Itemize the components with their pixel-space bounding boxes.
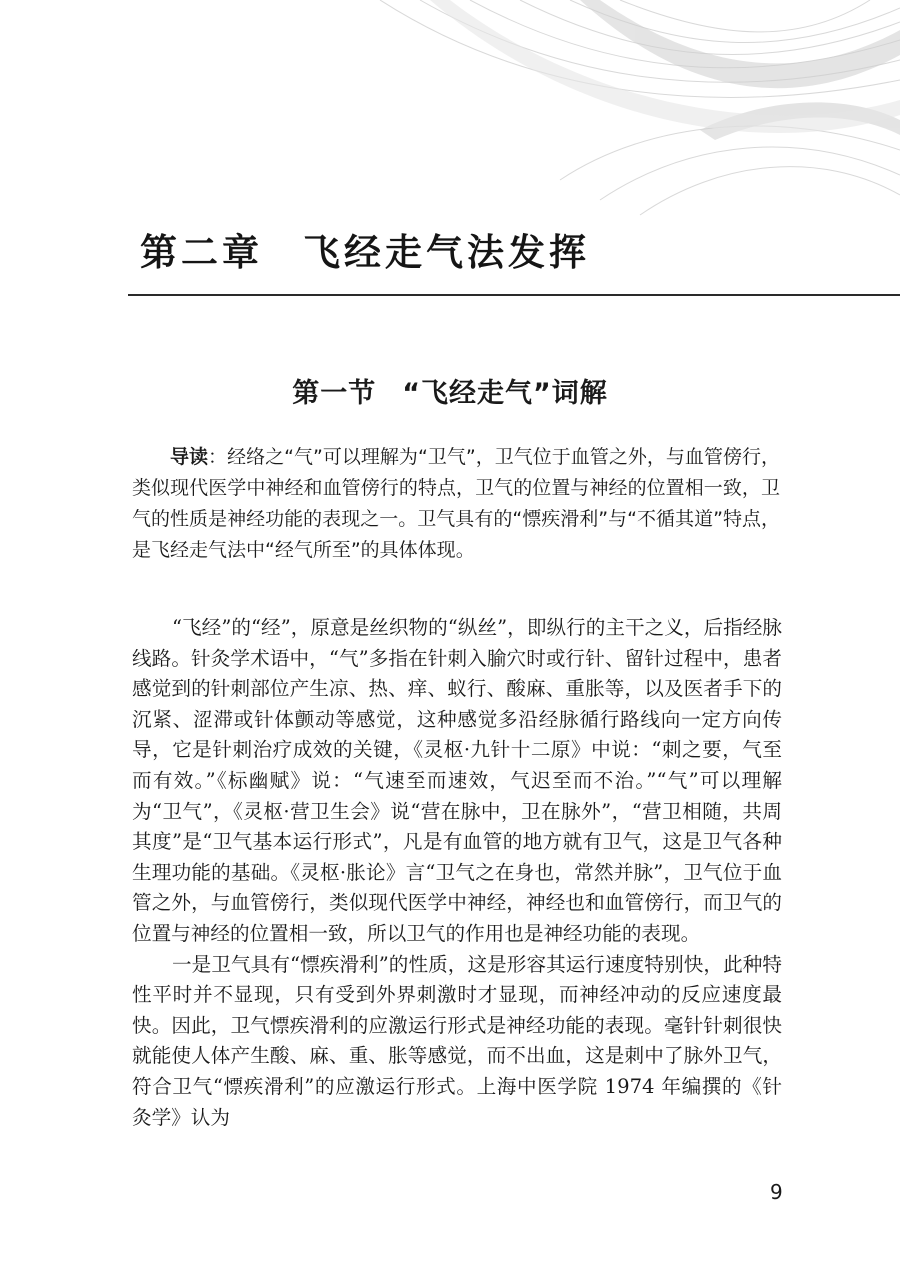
chapter-divider — [128, 294, 900, 296]
body-paragraph-1: “飞经”的“经”，原意是丝织物的“纵丝”，即纵行的主干之义，后指经脉线路。针灸学术语中，“气”多指在针刺入腧穴时或行针、留针过程中，患者感觉到的针刺部位产生凉、热、痒、蚁行、酸麻、重胀等，以及医者手下的沉紧、涩滞或针体颤动等感觉，这种感觉多沿经脉循行路线向一定方向传导，它是针刺治疗成效的关键，《灵枢·九针十二原》中说：“刺之要，气至而有效。”《标幽赋》说：“气速至而速效，气迟至而不治。”“气”可以理解为“卫气”，《灵枢·营卫生会》说“营在脉中，卫在脉外”，“营卫相随，共周其度”是“卫气基本运行形式”，凡是有血管的地方就有卫气，这是卫气各种生理功能的基础。《灵枢·胀论》言“卫气之在身也，常然并脉”，卫气位于血管之外，与血管傍行，类似现代医学中神经，神经也和血管傍行，而卫气的位置与神经的位置相一致，所以卫气的作用也是神经功能的表现。 — [132, 616, 782, 945]
section-number: 第一节 — [292, 378, 377, 409]
chapter-number: 第二章 — [140, 231, 263, 274]
body-paragraph-2: 一是卫气具有“慓疾滑利”的性质，这是形容其运行速度特别快，此种特性平时并不显现，只有受到外界刺激时才显现，而神经冲动的反应速度最快。因此，卫气慓疾滑利的应激运行形式是神经功能的表现。毫针针刺很快就能使人体产生酸、麻、重、胀等感觉，而不出血，这是刺中了脉外卫气，符合卫气“慓疾滑利”的应激运行形式。上海中医学院 1974 年编撰的《针灸学》认为 — [132, 952, 782, 1129]
lead-label: 导读 — [170, 446, 209, 468]
section-title: “飞经走气”词解 — [402, 378, 608, 409]
body-text — [132, 613, 782, 1133]
lead-text: ：经络之“气”可以理解为“卫气”，卫气位于血管之外，与血管傍行，类似现代医学中神经和血管傍行的特点，卫气的位置与神经的位置相一致，卫气的性质是神经功能的表现之一。卫气具有的“慓疾滑利”与“不循其道”特点，是飞经走气法中“经气所至”的具体体现。 — [132, 446, 780, 561]
chapter-heading — [140, 222, 590, 276]
section-heading — [0, 371, 900, 410]
lead-paragraph — [132, 442, 780, 566]
page-number: 9 — [770, 1180, 783, 1204]
chapter-title: 飞经走气法发挥 — [303, 231, 590, 274]
